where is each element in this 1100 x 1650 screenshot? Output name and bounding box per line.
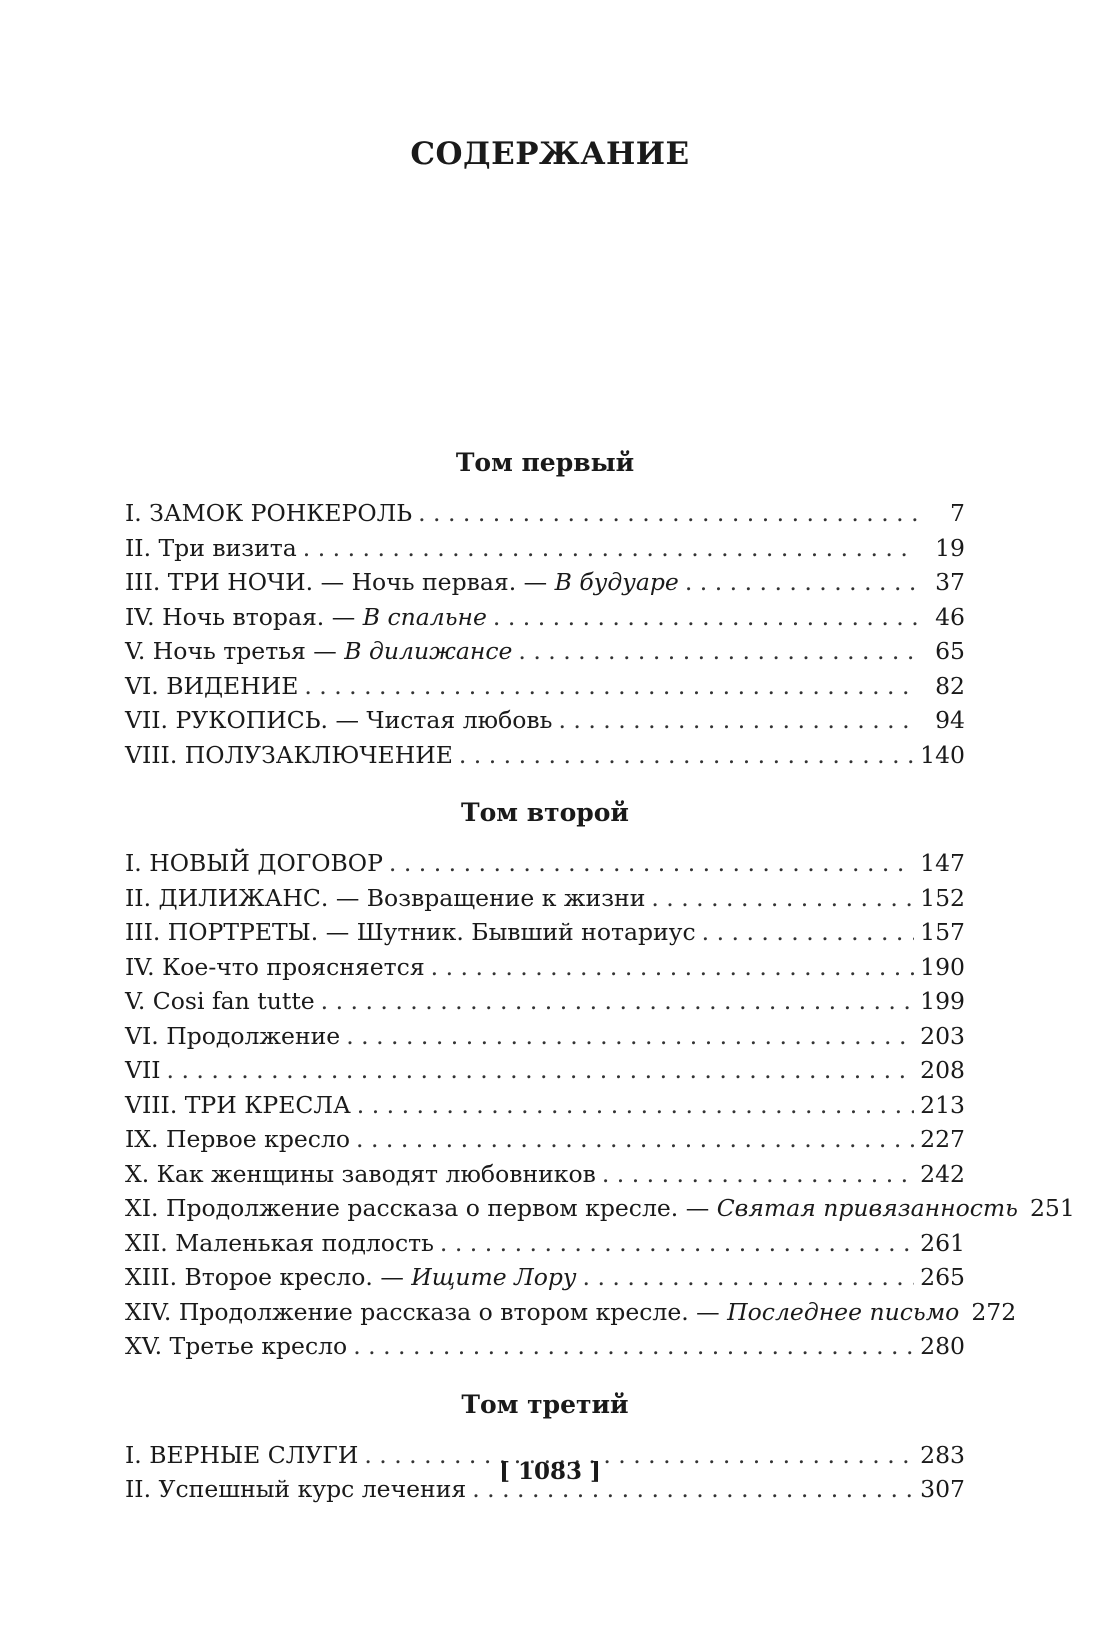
dot-leader [440, 1226, 914, 1261]
dot-leader [651, 881, 914, 916]
toc-entry-page-number: 7 [950, 499, 965, 527]
toc-entry-title [125, 669, 298, 704]
toc-entry-text: VI. Продолжение [125, 1021, 341, 1050]
dot-leader [518, 634, 917, 669]
toc-entry-title [125, 531, 297, 566]
toc-entry-title [125, 600, 487, 635]
dot-leader [356, 1122, 914, 1157]
toc-entry-page-number: 227 [920, 1125, 965, 1153]
dot-leader [602, 1157, 914, 1192]
dot-leader [459, 738, 914, 773]
toc-entry-text: V. Ночь третья — [125, 637, 345, 665]
dot-leader [389, 846, 914, 881]
toc-entry-text: I. ВЕРНЫЕ СЛУГИ [125, 1440, 359, 1469]
dot-leader [353, 1329, 914, 1364]
toc-entry-text: I. НОВЫЙ ДОГОВОР [125, 849, 383, 877]
toc-entry [125, 1053, 965, 1088]
toc-entry-text: IV. Ночь вторая. — [125, 602, 363, 631]
toc-entry [125, 846, 965, 881]
toc-entry-page-number: 46 [935, 602, 965, 631]
toc-entry-title [125, 1157, 596, 1192]
toc-entry-title [125, 1053, 161, 1088]
toc-entry-title [125, 881, 645, 916]
toc-entry-text: XI. Продолжение рассказа о первом кресле. — [125, 1194, 717, 1222]
toc-entry-page-number: 190 [920, 952, 965, 981]
toc-entry [125, 634, 965, 669]
toc-entry [125, 915, 965, 950]
dot-leader [493, 600, 917, 635]
toc-entry-title [125, 1191, 1018, 1226]
toc-entry [125, 984, 965, 1019]
toc-entry-text: I. ЗАМОК РОНКЕРОЛЬ [125, 499, 413, 527]
toc-entry-page-number: 208 [920, 1056, 965, 1084]
toc-entry-text: II. ДИЛИЖАНС. — Возвращение к жизни [125, 883, 646, 912]
toc-entry-text: VIII. ПОЛУЗАКЛЮЧЕНИЕ [125, 740, 453, 769]
dot-leader [583, 1260, 915, 1295]
toc-entry-page-number: 157 [920, 918, 965, 946]
toc-entry [125, 565, 965, 600]
toc-entry [125, 950, 965, 985]
toc-entry [125, 496, 965, 531]
toc-entry-text: VI. ВИДЕНИЕ [125, 671, 299, 700]
dot-leader [702, 915, 914, 950]
toc-entry-title [125, 1295, 959, 1330]
toc-entry-page-number: 251 [1029, 1194, 1075, 1222]
toc-entry-page-number: 265 [920, 1263, 965, 1291]
toc-entry-title [125, 1019, 340, 1054]
volume-heading: Том первый [455, 448, 635, 477]
toc-entry-page-number: 199 [920, 987, 965, 1015]
toc-entry-text: X. Как женщины заводят любовников [125, 1159, 596, 1188]
page-number: [ 1083 ] [499, 1458, 601, 1485]
toc-entry-page-number: 280 [920, 1332, 965, 1360]
dot-leader [321, 984, 914, 1019]
toc-entry-italic-text: В дилижансе [344, 637, 513, 665]
toc-entry [125, 1329, 965, 1364]
toc-entry-text: V. Cosi fan tutte [125, 987, 315, 1015]
volume-heading: Том третий [461, 1389, 629, 1419]
toc-entry-page-number: 213 [920, 1090, 965, 1119]
toc-entry-page-number: 272 [971, 1297, 1017, 1326]
dot-leader [685, 565, 917, 600]
toc-entry-title [125, 496, 412, 531]
toc-entry [125, 738, 965, 773]
toc-entry-page-number: 82 [935, 671, 965, 700]
toc-entry-text: IV. Кое-что проясняется [125, 952, 425, 981]
toc-entry-title [125, 1122, 350, 1157]
toc-entry [125, 669, 965, 704]
page-title: СОДЕРЖАНИЕ [410, 136, 690, 172]
toc-entry [125, 881, 965, 916]
dot-leader [418, 496, 917, 531]
toc-entry-page-number: 307 [920, 1475, 965, 1503]
toc-entry-page-number: 283 [920, 1440, 965, 1469]
volume-heading: Том второй [461, 798, 629, 827]
toc-entry [125, 531, 965, 566]
toc-entry-text: II. Три визита [125, 533, 297, 562]
toc-entry-title [125, 1260, 577, 1295]
toc-entry-italic-text: Ищите Лору [411, 1263, 577, 1291]
toc-entry-text: III. ПОРТРЕТЫ. — Шутник. Бывший нотариус [125, 918, 696, 946]
toc-entry-page-number: 261 [920, 1228, 965, 1257]
toc-entry-title [125, 1088, 351, 1123]
dot-leader [558, 703, 917, 738]
toc-entry-title [125, 738, 453, 773]
toc-entry-title [125, 984, 315, 1019]
toc-entry-page-number: 37 [935, 568, 965, 596]
toc-entry [125, 600, 965, 635]
volume-section [125, 1388, 965, 1507]
toc-entry-title [125, 565, 679, 600]
toc-entry [125, 1226, 965, 1261]
toc-entry-italic-text: Святая привязанность [716, 1194, 1018, 1222]
toc-entry-title [125, 703, 552, 738]
toc-entry-title [125, 915, 696, 950]
toc-entry-text: III. ТРИ НОЧИ. — Ночь первая. — [125, 568, 555, 596]
toc-entry [125, 1191, 1075, 1226]
toc-entry-text: XIII. Второе кресло. — [125, 1263, 412, 1291]
toc-entry-text: VIII. ТРИ КРЕСЛА [125, 1090, 351, 1119]
toc-entry-text: XII. Маленькая подлость [125, 1228, 434, 1257]
toc-entry-title [125, 1329, 347, 1364]
toc-entry-text: II. Успешный курс лечения [125, 1475, 467, 1503]
toc-entry-title [125, 846, 383, 881]
dot-leader [167, 1053, 915, 1088]
toc-entry [125, 1088, 965, 1123]
toc-entry [125, 1295, 1017, 1330]
toc-entry-page-number: 19 [935, 533, 965, 562]
toc-entry-italic-text: В будуаре [554, 568, 679, 596]
toc-entry-page-number: 140 [920, 740, 965, 769]
volume-section [125, 446, 965, 772]
toc-entry-text: VII. РУКОПИСЬ. — Чистая любовь [125, 706, 553, 734]
table-of-contents [125, 446, 1075, 1507]
toc-entry-page-number: 152 [920, 883, 965, 912]
toc-entry-page-number: 147 [920, 849, 965, 877]
dot-leader [304, 669, 917, 704]
toc-entry [125, 1122, 965, 1157]
toc-entry-page-number: 65 [935, 637, 965, 665]
toc-entry-text: XIV. Продолжение рассказа о втором кресле. — [125, 1297, 728, 1326]
dot-leader [346, 1019, 914, 1054]
toc-entry [125, 1260, 965, 1295]
dot-leader [357, 1088, 914, 1123]
toc-entry-text: IX. Первое кресло [125, 1125, 351, 1153]
toc-entry [125, 703, 965, 738]
toc-entry-page-number: 94 [935, 706, 965, 734]
toc-entry-text: VII [125, 1056, 161, 1084]
toc-entry-page-number: 203 [920, 1021, 965, 1050]
toc-entry-page-number: 242 [920, 1159, 965, 1188]
toc-entry-text: XV. Третье кресло [125, 1332, 348, 1360]
toc-entry-title [125, 1226, 434, 1261]
dot-leader [431, 950, 914, 985]
toc-entry-title [125, 950, 425, 985]
toc-entry [125, 1019, 965, 1054]
toc-entry-italic-text: В спальне [362, 602, 487, 631]
volume-section [125, 796, 1075, 1364]
toc-entry [125, 1157, 965, 1192]
dot-leader [303, 531, 917, 566]
toc-entry-title [125, 634, 512, 669]
toc-entry-italic-text: Последнее письмо [727, 1297, 960, 1326]
